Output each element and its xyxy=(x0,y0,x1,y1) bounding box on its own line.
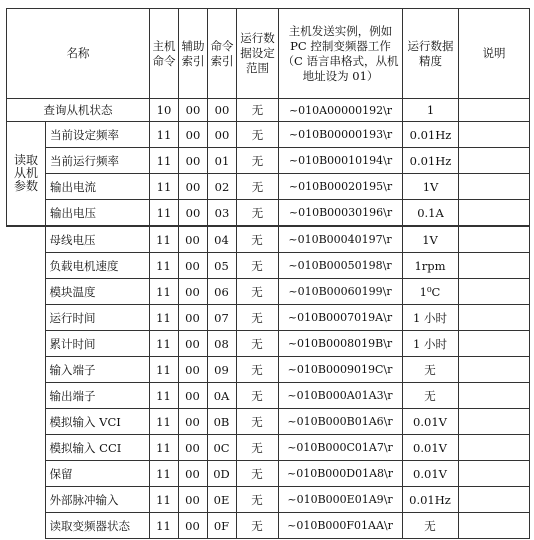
row-desc xyxy=(458,305,529,331)
header-row xyxy=(7,9,530,99)
table-row xyxy=(6,409,529,435)
row-desc xyxy=(458,487,529,513)
row-aux: 00 xyxy=(178,279,207,305)
row-cmd: 01 xyxy=(208,148,237,174)
row-desc xyxy=(458,331,529,357)
row-cmd: 00 xyxy=(208,99,237,122)
row-range: 无 xyxy=(237,122,279,148)
row-cmd: 07 xyxy=(207,305,236,331)
row-range: 无 xyxy=(236,435,278,461)
row-precision: 0.01V xyxy=(402,461,458,487)
row-precision: 0.01Hz xyxy=(402,487,458,513)
row-range: 无 xyxy=(236,409,278,435)
row-name: 模块温度 xyxy=(45,279,149,305)
row-precision: 0.1A xyxy=(403,200,459,226)
table-row xyxy=(6,461,529,487)
row-cmd: 09 xyxy=(207,357,236,383)
row-name: 母线电压 xyxy=(45,227,149,253)
row-aux: 00 xyxy=(178,513,207,539)
row-desc xyxy=(458,227,529,253)
row-precision: 无 xyxy=(402,513,458,539)
row-name: 模拟输入 VCI xyxy=(45,409,149,435)
row-name: 保留 xyxy=(45,461,149,487)
row-name: 读取变频器状态 xyxy=(45,513,149,539)
row-host: 11 xyxy=(149,383,178,409)
row-desc xyxy=(458,279,529,305)
row-example: ~010B0009019C\r xyxy=(278,357,402,383)
row-cmd: 04 xyxy=(207,227,236,253)
row-host: 11 xyxy=(149,513,178,539)
row-range: 无 xyxy=(236,305,278,331)
row-example: ~010B0007019A\r xyxy=(278,305,402,331)
header-cmd-index: 命令索引 xyxy=(208,9,237,99)
table-row xyxy=(6,279,529,305)
row-range: 无 xyxy=(237,174,279,200)
row-precision: 无 xyxy=(402,383,458,409)
row-desc xyxy=(459,99,530,122)
header-aux-index: 辅助索引 xyxy=(179,9,208,99)
row-name: 累计时间 xyxy=(45,331,149,357)
row-desc xyxy=(459,174,530,200)
row-host: 11 xyxy=(149,461,178,487)
row-aux: 00 xyxy=(179,122,208,148)
row-example: ~010B00010194\r xyxy=(279,148,403,174)
row-desc xyxy=(458,461,529,487)
table-row xyxy=(6,253,529,279)
row-aux: 00 xyxy=(179,174,208,200)
row-name: 模拟输入 CCI xyxy=(45,435,149,461)
row-aux: 00 xyxy=(178,409,207,435)
row-precision: 0.01V xyxy=(402,409,458,435)
row-example: ~010B000D01A8\r xyxy=(278,461,402,487)
row-range: 无 xyxy=(236,513,278,539)
row-example: ~010B00020195\r xyxy=(279,174,403,200)
row-range: 无 xyxy=(236,383,278,409)
table-row xyxy=(6,357,529,383)
row-desc xyxy=(459,148,530,174)
row-example: ~010B00030196\r xyxy=(279,200,403,226)
row-host: 11 xyxy=(149,279,178,305)
row-host: 11 xyxy=(149,435,178,461)
row-aux: 00 xyxy=(178,383,207,409)
row-example: ~010B0008019B\r xyxy=(278,331,402,357)
table-row xyxy=(6,513,529,539)
row-name: 输出端子 xyxy=(45,383,149,409)
row-precision: 1 小时 xyxy=(402,331,458,357)
table-row xyxy=(6,435,529,461)
row-name: 当前设定频率 xyxy=(46,122,150,148)
row-desc xyxy=(458,357,529,383)
table-row xyxy=(6,331,529,357)
row-name: 外部脉冲输入 xyxy=(45,487,149,513)
row-aux: 00 xyxy=(179,99,208,122)
row-precision: 无 xyxy=(402,357,458,383)
row-example: ~010B00060199\r xyxy=(278,279,402,305)
header-example: 主机发送实例，例如 PC 控制变频器工作（C 语言串格式，从机地址设为 01） xyxy=(279,9,403,99)
row-desc xyxy=(458,435,529,461)
row-aux: 00 xyxy=(178,253,207,279)
row-host: 11 xyxy=(150,174,179,200)
row-example: ~010B00040197\r xyxy=(278,227,402,253)
row-example: ~010B000C01A7\r xyxy=(278,435,402,461)
row-range: 无 xyxy=(237,148,279,174)
row-cmd: 00 xyxy=(208,122,237,148)
row-range: 无 xyxy=(237,99,279,122)
row-cmd: 08 xyxy=(207,331,236,357)
row-aux: 00 xyxy=(178,435,207,461)
row-host: 11 xyxy=(150,148,179,174)
row-precision: 1rpm xyxy=(402,253,458,279)
row-cmd: 0D xyxy=(207,461,236,487)
row-cmd: 0F xyxy=(207,513,236,539)
row-desc xyxy=(459,122,530,148)
row-precision: 1V xyxy=(402,227,458,253)
row-precision: 0.01Hz xyxy=(403,148,459,174)
row-range: 无 xyxy=(237,200,279,226)
row-desc xyxy=(458,253,529,279)
group-label: 读取从机参数 xyxy=(7,122,46,226)
header-host-cmd: 主机命令 xyxy=(150,9,179,99)
row-aux: 00 xyxy=(178,461,207,487)
row-example: ~010B000F01AA\r xyxy=(278,513,402,539)
group-continuation xyxy=(6,227,45,539)
row-range: 无 xyxy=(236,461,278,487)
row-host: 11 xyxy=(150,200,179,226)
row-range: 无 xyxy=(236,357,278,383)
row-precision: 1⁰C xyxy=(402,279,458,305)
row-host: 11 xyxy=(149,487,178,513)
row-range: 无 xyxy=(236,331,278,357)
row-name: 输出电流 xyxy=(46,174,150,200)
row-host: 11 xyxy=(149,253,178,279)
table-row xyxy=(7,122,530,148)
row-aux: 00 xyxy=(178,305,207,331)
row-host: 11 xyxy=(149,409,178,435)
table-row-query xyxy=(7,99,530,122)
row-name: 查询从机状态 xyxy=(7,99,150,122)
row-precision: 0.01V xyxy=(402,435,458,461)
row-aux: 00 xyxy=(179,200,208,226)
row-example: ~010B000E01A9\r xyxy=(278,487,402,513)
table-row xyxy=(6,487,529,513)
header-desc: 说明 xyxy=(459,9,530,99)
row-example: ~010B000B01A6\r xyxy=(278,409,402,435)
row-name: 输入端子 xyxy=(45,357,149,383)
table-row xyxy=(6,383,529,409)
row-host: 11 xyxy=(149,331,178,357)
row-precision: 0.01Hz xyxy=(403,122,459,148)
header-name: 名称 xyxy=(7,9,150,99)
row-precision: 1 xyxy=(403,99,459,122)
row-aux: 00 xyxy=(178,357,207,383)
row-host: 11 xyxy=(149,357,178,383)
header-precision: 运行数据精度 xyxy=(403,9,459,99)
row-name: 输出电压 xyxy=(46,200,150,226)
row-cmd: 0C xyxy=(207,435,236,461)
row-host: 11 xyxy=(150,122,179,148)
row-host: 11 xyxy=(149,305,178,331)
command-table-bottom xyxy=(6,226,530,539)
row-range: 无 xyxy=(236,253,278,279)
row-range: 无 xyxy=(236,227,278,253)
row-desc xyxy=(458,409,529,435)
row-cmd: 0A xyxy=(207,383,236,409)
table-row xyxy=(7,174,530,200)
row-aux: 00 xyxy=(178,227,207,253)
row-example: ~010B000A01A3\r xyxy=(278,383,402,409)
table-row xyxy=(7,148,530,174)
row-example: ~010B00000193\r xyxy=(279,122,403,148)
row-aux: 00 xyxy=(178,331,207,357)
row-aux: 00 xyxy=(179,148,208,174)
row-example: ~010B00050198\r xyxy=(278,253,402,279)
row-cmd: 06 xyxy=(207,279,236,305)
row-name: 运行时间 xyxy=(45,305,149,331)
row-aux: 00 xyxy=(178,487,207,513)
header-range: 运行数据设定范围 xyxy=(237,9,279,99)
row-cmd: 02 xyxy=(208,174,237,200)
row-cmd: 03 xyxy=(208,200,237,226)
row-cmd: 0B xyxy=(207,409,236,435)
row-cmd: 0E xyxy=(207,487,236,513)
row-cmd: 05 xyxy=(207,253,236,279)
row-range: 无 xyxy=(236,279,278,305)
table-row xyxy=(6,305,529,331)
row-precision: 1V xyxy=(403,174,459,200)
row-desc xyxy=(459,200,530,226)
command-table-top xyxy=(6,8,530,226)
table-row xyxy=(6,227,529,253)
table-row xyxy=(7,200,530,226)
row-range: 无 xyxy=(236,487,278,513)
row-example: ~010A00000192\r xyxy=(279,99,403,122)
row-name: 负载电机速度 xyxy=(45,253,149,279)
row-desc xyxy=(458,513,529,539)
row-host: 10 xyxy=(150,99,179,122)
row-host: 11 xyxy=(149,227,178,253)
row-precision: 1 小时 xyxy=(402,305,458,331)
row-desc xyxy=(458,383,529,409)
row-name: 当前运行频率 xyxy=(46,148,150,174)
